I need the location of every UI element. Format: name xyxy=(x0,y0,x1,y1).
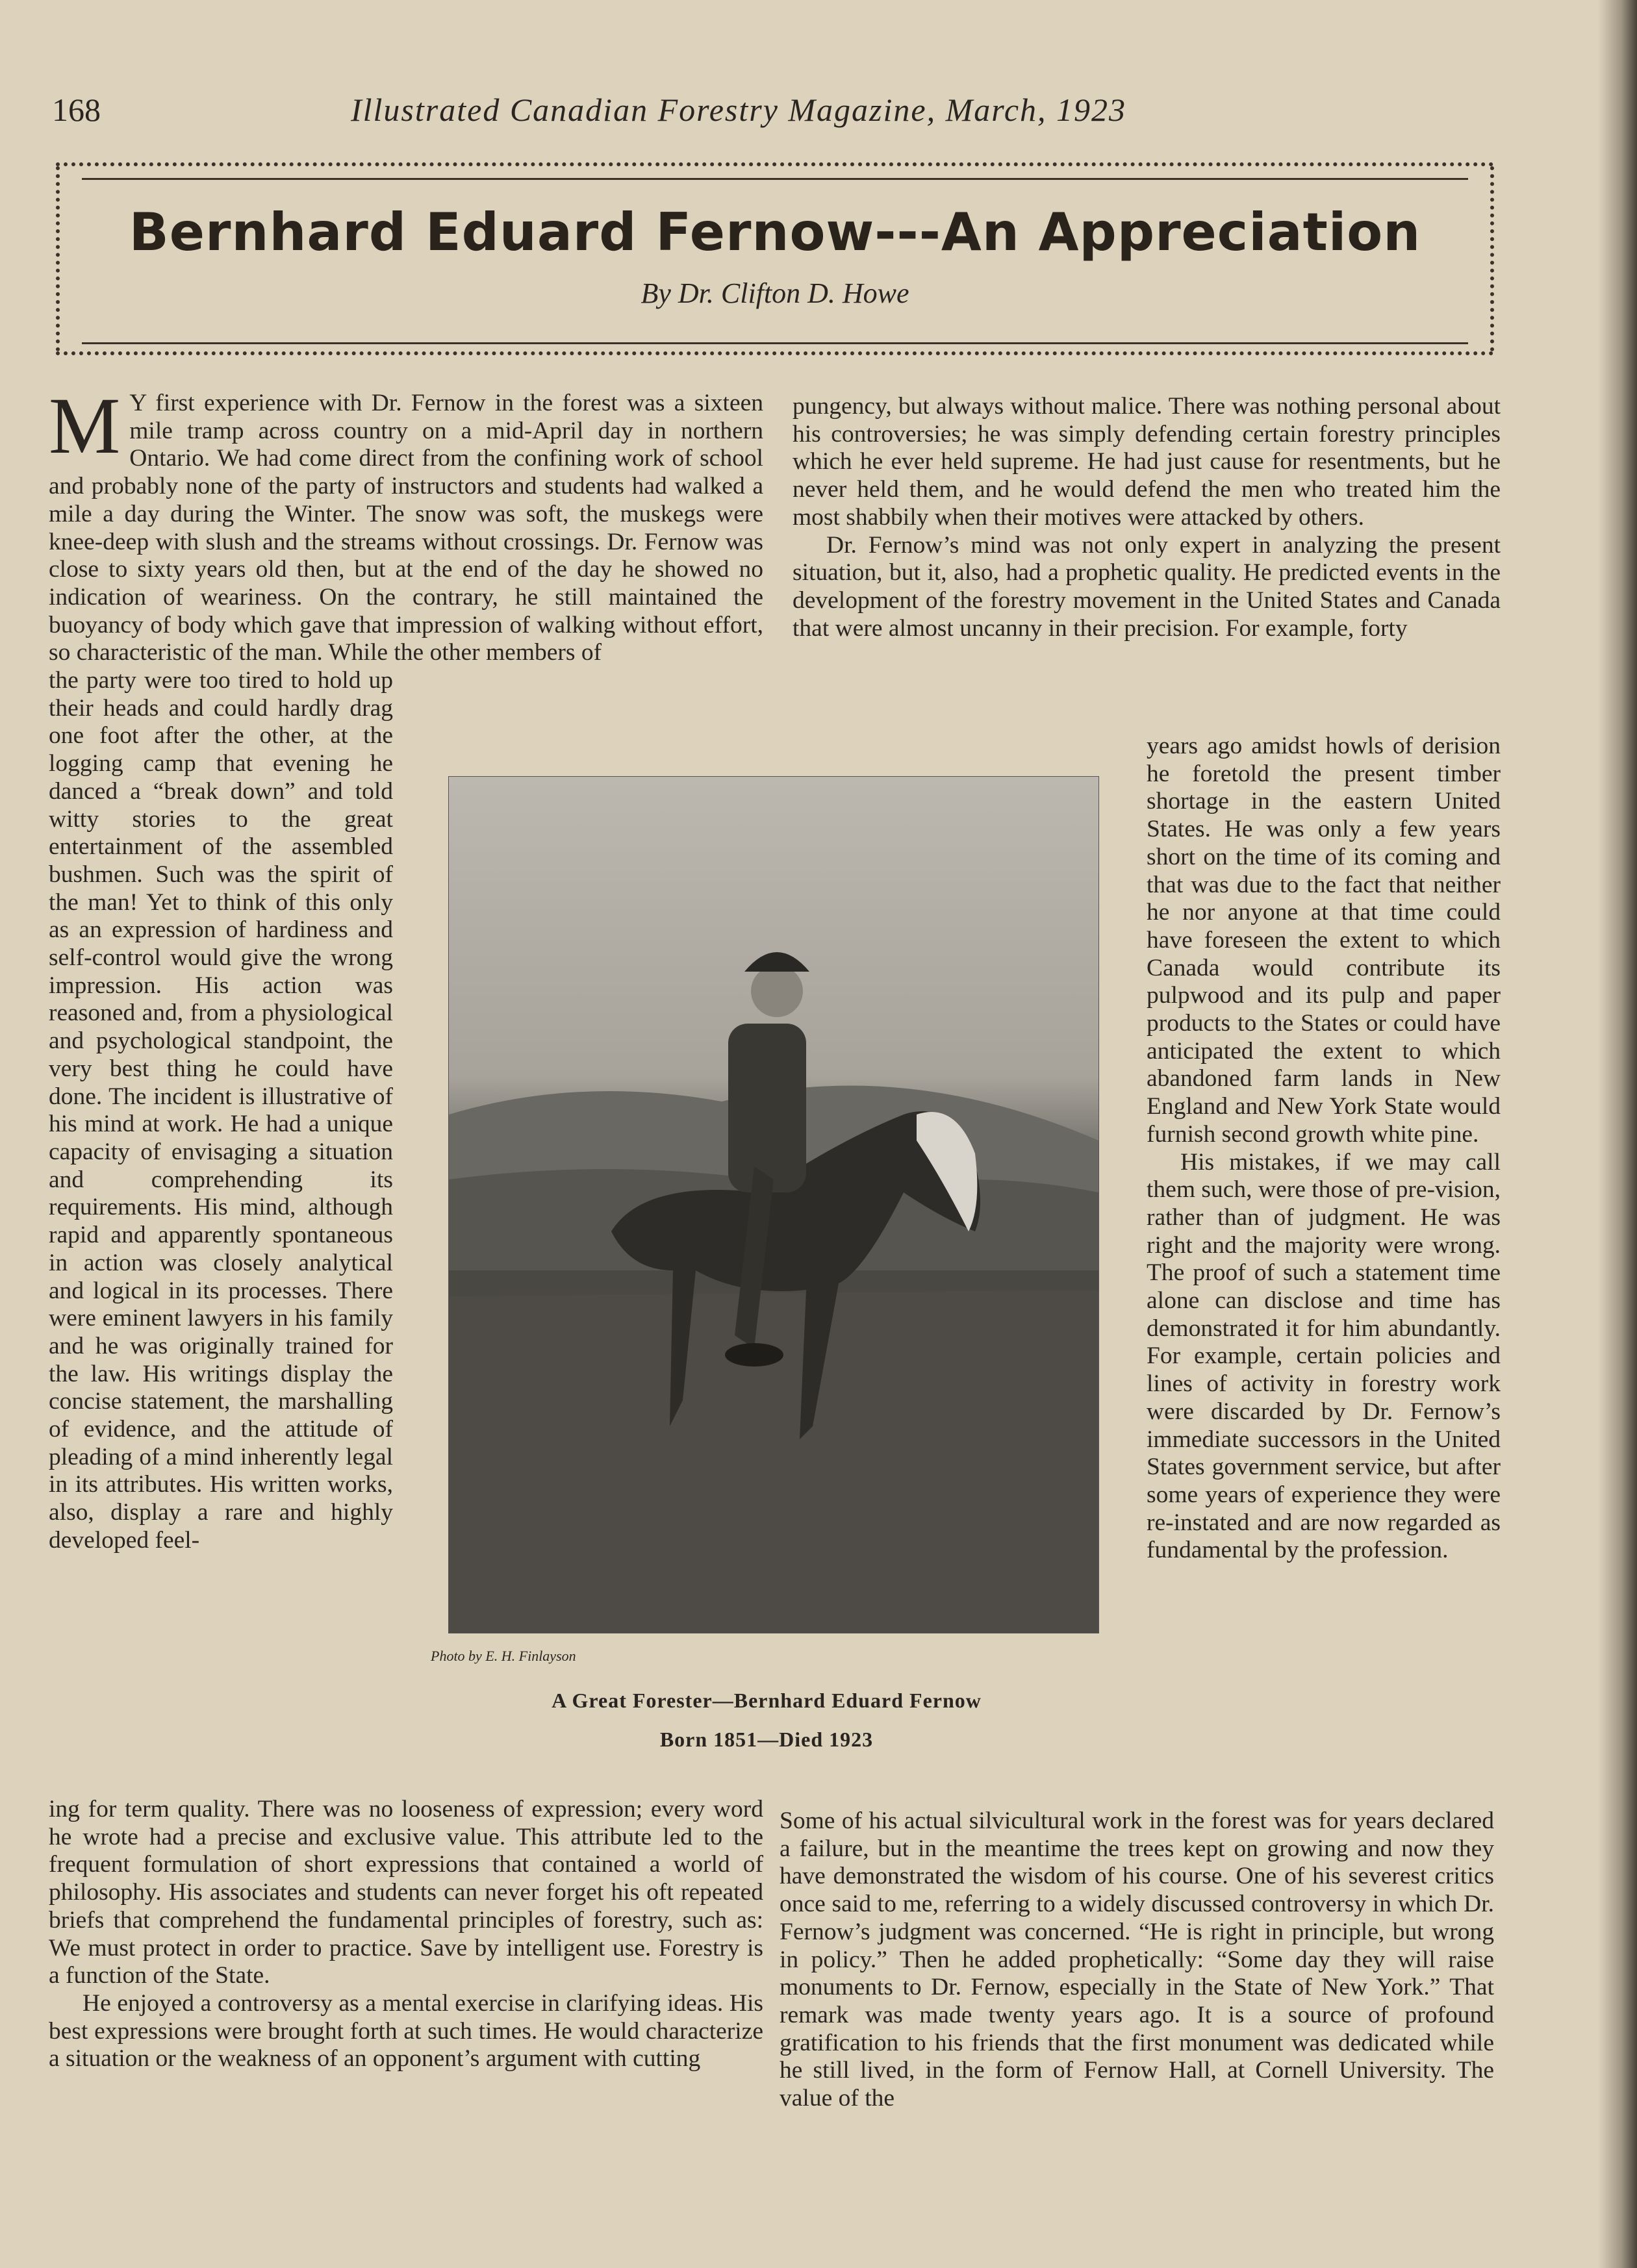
figure-caption: A Great Forester—Bernhard Eduard Fernow xyxy=(552,1689,982,1712)
page-number: 168 xyxy=(52,92,101,128)
paragraph: Some of his actual silvicultural work in the forest was for years declared a failure, but in the meantime the trees kept on growing and now they have demonstrated the wisdom of his course. One of his severest critics once said to me, referring to a widely discussed controversy in which Dr. Fernow’s judgment was concerned. “He is right in principle, but wrong in policy.” Then he added prophetically: “Some day they will raise monuments to Dr. Fernow, especially in the State of New York.” That remark was made twenty years ago. It is a source of profound gratification to his friends that the first monument was dedicated while he still lived, in the form of Fernow Hall, at Cornell University. The value of the xyxy=(780,1808,1494,2112)
photo-credit: Photo by E. H. Finlayson xyxy=(431,1648,576,1664)
page-edge-shadow xyxy=(1598,0,1637,2268)
page-header xyxy=(52,91,1507,136)
portrait-photo xyxy=(448,776,1099,1633)
paragraph xyxy=(49,381,763,667)
paragraph: He enjoyed a controversy as a mental exercise in clarifying ideas. His best expressions were brought forth at such times. He would characterize a situation or the weakness of an opponent’s argument with cutting xyxy=(49,1989,763,2073)
drop-cap: M xyxy=(49,381,121,470)
figure-caption-dates: Born 1851—Died 1923 xyxy=(659,1728,874,1751)
paragraph-text: Y first experience with Dr. Fernow in the forest was a sixteen mile tramp across country on a mid-April day in northern Ontario. We had come direct from the confining work of school and probably none of the party of instructors and students had walked a mile a day during the Winter. The snow was soft, the muskegs were knee-deep with slush and the streams without crossings. Dr. Fernow was close to sixty years old then, but at the end of the day he showed no indication of weariness. On the contrary, he still maintained the buoyancy of body which gave that impression of walking without effort, so characteristic of the man. While the other members of xyxy=(49,390,763,666)
horse-rider-illustration xyxy=(449,777,1098,1633)
paragraph: years ago amidst howls of derision he foretold the present timber shortage in the eastern United States. He was only a few years short on the time of its coming and that was due to the fact that neither he nor anyone at that time could have foreseen the extent to which Canada would contribute its pulpwood and its pulp and paper products to the States or could have anticipated the extent to which abandoned farm lands in New England and New York State would furnish second growth white pine. xyxy=(1147,733,1501,1148)
right-column-middle xyxy=(1147,733,1501,1565)
paragraph: the party were too tired to hold up their heads and could hardly drag one foot after the other, at the logging camp that evening he danced a “break down” and told witty stories to the great entertainment of the assembled bushmen. Such was the spirit of the man! Yet to think of this only as an expression of hardiness and self-control would give the wrong impression. His action was reasoned and, from a physiological and psychological standpoint, the very best thing he could have done. The incident is illustrative of his mind at work. He had a unique capacity of envisaging a situation and comprehending its requirements. His mind, although rapid and apparently spontaneous in action was closely analytical and logical in its processes. There were eminent lawyers in his family and he was originally trained for the law. His writings display the concise statement, the marshalling of evidence, and the attitude of pleading of a mind inherently legal in its attributes. His written works, also, display a rare and highly developed feel- xyxy=(49,667,393,1554)
paragraph: His mistakes, if we may call them such, were those of pre-vision, rather than of judgment. He was right and the majority were wrong. The proof of such a statement time alone can disclose and time has demonstrated it for him abundantly. For example, certain policies and lines of activity in forestry work were discarded by Dr. Fernow’s immediate successors in the United States government service, but after some years of experience they were re-instated and are now regarded as fundamental by the profession. xyxy=(1147,1148,1501,1564)
article-title: Bernhard Eduard Fernow---An Appreciation xyxy=(129,202,1421,262)
paragraph: pungency, but always without malice. There was nothing personal about his controversies; he was simply defending certain forestry principles which he ever held supreme. He had just cause for resentments, but he never held them, and he would defend the men who treated him the most shabbily when their motives were attacked by others. xyxy=(793,393,1501,531)
paragraph: ing for term quality. There was no looseness of expression; every word he wrote had a precise and exclusive value. This attribute led to the frequent formulation of short expressions that contained a world of philosophy. His associates and students can never forget his oft repeated briefs that comprehend the fundamental principles of forestry, such as: We must protect in order to practice. Save by intelligent use. Forestry is a function of the State. xyxy=(49,1796,763,1989)
running-head: Illustrated Canadian Forestry Magazine, March, 1923 xyxy=(351,92,1127,128)
article-byline: By Dr. Clifton D. Howe xyxy=(641,277,909,309)
left-column-bottom xyxy=(49,1796,763,2073)
paragraph: Dr. Fernow’s mind was not only expert in analyzing the present situation, but it, also, had a prophetic quality. He predicted events in the development of the forestry movement in the United States and Canada that were almost uncanny in their precision. For example, forty xyxy=(793,531,1501,642)
right-column-top xyxy=(793,393,1501,642)
title-frame xyxy=(56,162,1494,355)
right-column-bottom xyxy=(780,1808,1494,2113)
